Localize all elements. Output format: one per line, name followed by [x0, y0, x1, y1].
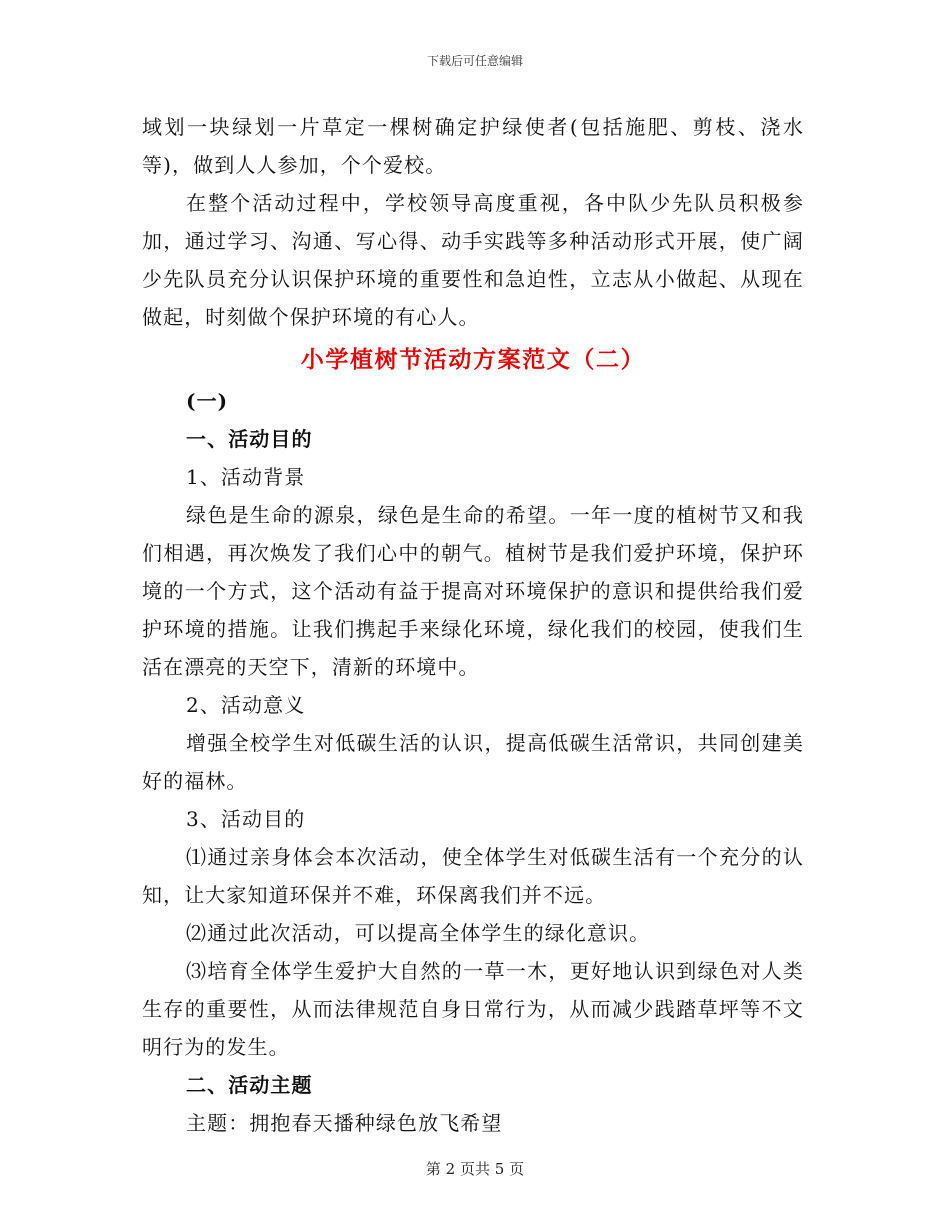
page-header: 下载后可任意编辑 — [426, 54, 523, 68]
goal-item-1: ⑴通过亲身体会本次活动，使全体学生对低碳生活有一个充分的认知，让大家知道环保并不难，环保离我们并不远。 — [142, 845, 804, 907]
subheading-background: 1、活动背景 — [186, 465, 306, 489]
document-body — [142, 108, 804, 1142]
document-title: 小学植树节活动方案范文（二） — [300, 346, 646, 373]
page-footer: 第 2 页共 5 页 — [425, 1160, 525, 1178]
subheading-goals: 3、活动目的 — [186, 807, 306, 831]
subheading-significance: 2、活动意义 — [186, 693, 306, 717]
paragraph-summary: 在整个活动过程中，学校领导高度重视，各中队少先队员积极参加，通过学习、沟通、写心得、动手实践等多种活动形式开展，使广阔少先队员充分认识保护环境的重要性和急迫性，立志从小做起、从现在做起，时刻做个保护环境的有心人。 — [142, 191, 804, 329]
heading-activity-purpose: 一、活动目的 — [186, 427, 313, 451]
paragraph-theme: 主题：拥抱春天播种绿色放飞希望 — [186, 1111, 503, 1135]
paragraph-background: 绿色是生命的源泉，绿色是生命的希望。一年一度的植树节又和我们相遇，再次焕发了我们心中的朝气。植树节是我们爱护环境，保护环境的一个方式，这个活动有益于提高对环境保护的意识和提供给我们爱护环境的措施。让我们携起手来绿化环境，绿化我们的校园，使我们生活在漂亮的天空下，清新的环境中。 — [142, 503, 804, 679]
goal-item-2: ⑵通过此次活动，可以提高全体学生的绿化意识。 — [186, 921, 651, 945]
paragraph-significance: 增强全校学生对低碳生活的认识，提高低碳生活常识，共同创建美好的福林。 — [142, 731, 804, 793]
section-marker: (一) — [186, 389, 229, 413]
goal-item-3: ⑶培育全体学生爱护大自然的一草一木，更好地认识到绿色对人类生存的重要性，从而法律规范自身日常行为，从而减少践踏草坪等不文明行为的发生。 — [142, 959, 804, 1059]
paragraph-continued: 域划一块绿划一片草定一棵树确定护绿使者(包括施肥、剪枝、浇水等)，做到人人参加，个个爱校。 — [142, 115, 804, 177]
heading-activity-theme: 二、活动主题 — [186, 1073, 313, 1097]
